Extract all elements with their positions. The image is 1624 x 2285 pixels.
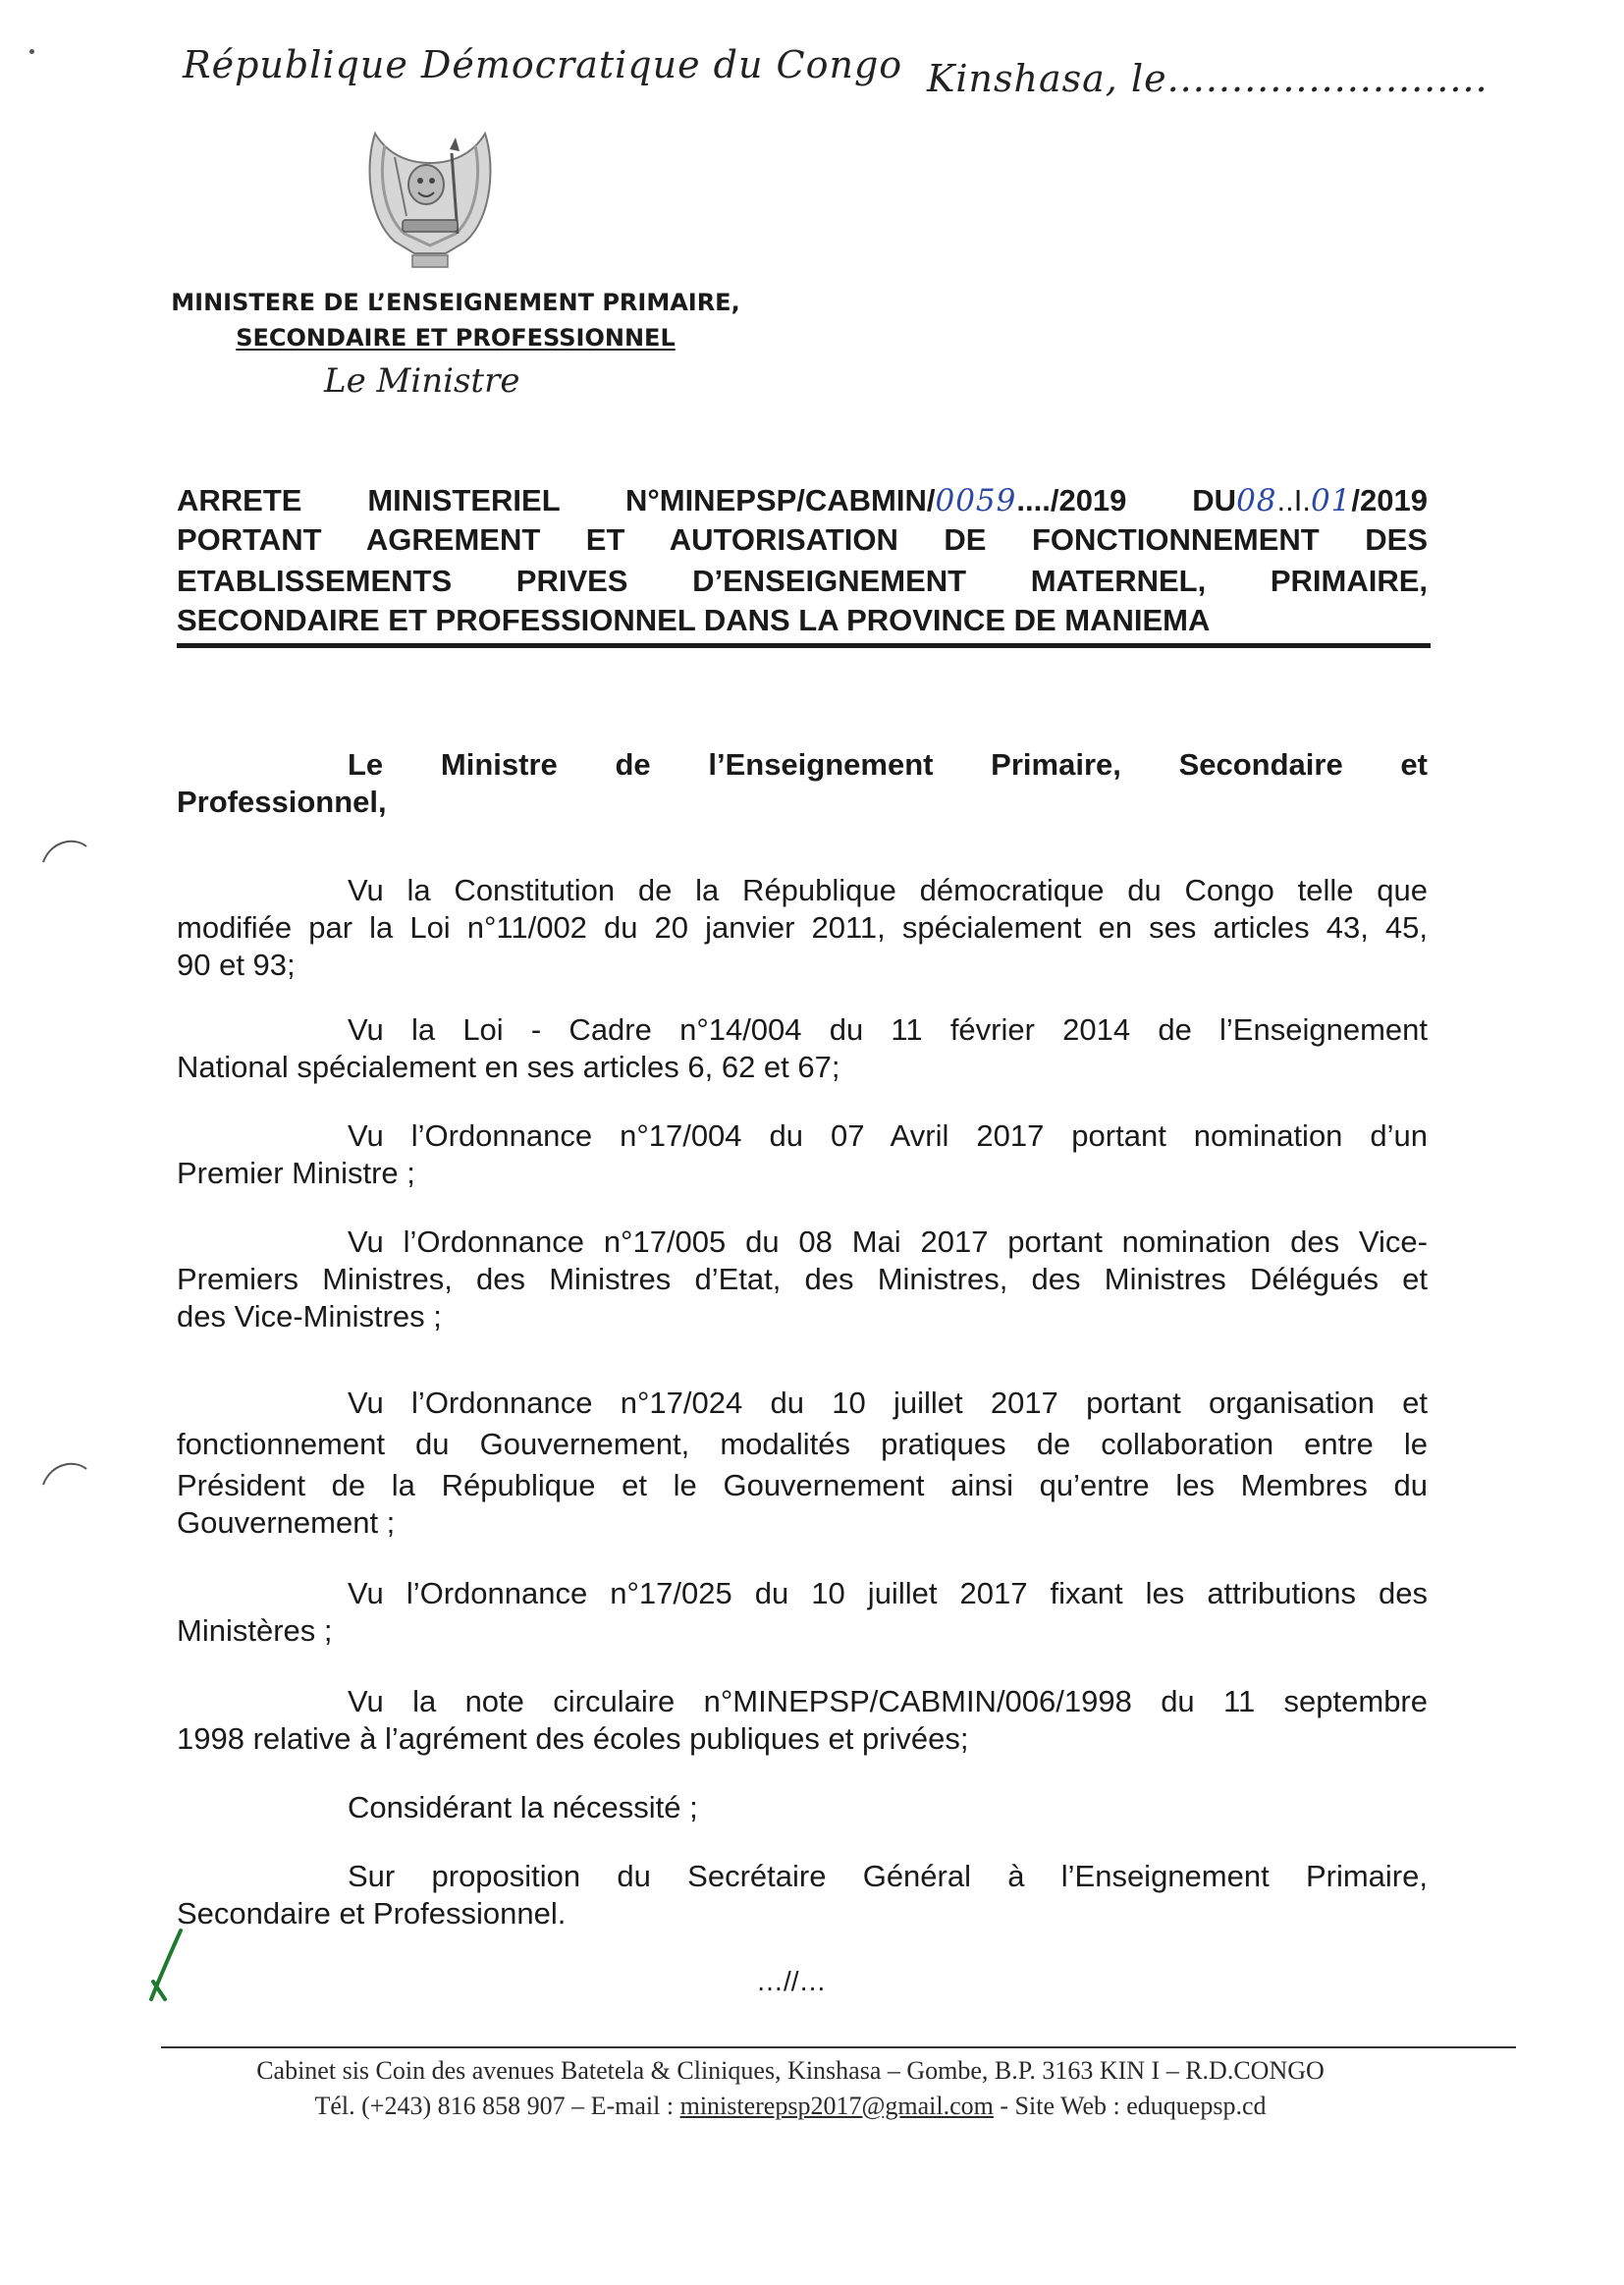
vu6-line1: Vu l’Ordonnance n°17/025 du 10 juillet 2017 fixant les attributions des <box>348 1576 1428 1610</box>
ministry-name-line1: MINISTERE DE L’ENSEIGNEMENT PRIMAIRE, <box>171 289 740 316</box>
decree-number-handwritten: 0059 <box>935 483 1017 518</box>
vu5-line1: Vu l’Ordonnance n°17/024 du 10 juillet 2017 portant organisation et <box>348 1386 1428 1420</box>
footer-website: - Site Web : eduquepsp.cd <box>993 2092 1267 2120</box>
decree-day-handwritten: 08 <box>1236 483 1277 518</box>
vu5-line3: Président de la République et le Gouvernement ainsi qu’entre les Membres du <box>177 1468 1428 1502</box>
page-continuation: …//… <box>756 1966 827 1996</box>
decree-title-line1 <box>177 483 1428 518</box>
vu1-line3: 90 et 93; <box>177 948 296 982</box>
footer-divider <box>161 2046 1516 2048</box>
vu7-line1: Vu la note circulaire n°MINEPSP/CABMIN/006/1998 du 11 septembre <box>348 1684 1428 1718</box>
decree-title-line3: ETABLISSEMENTS PRIVES D’ENSEIGNEMENT MATERNEL, PRIMAIRE, <box>177 564 1428 598</box>
vu3-line1: Vu l’Ordonnance n°17/004 du 07 Avril 2017 portant nomination d’un <box>348 1118 1428 1153</box>
footer-contact <box>157 2092 1424 2121</box>
coat-of-arms-icon <box>355 124 505 271</box>
footer-address: Cabinet sis Coin des avenues Batetela & Cliniques, Kinshasa – Gombe, B.P. 3163 KIN I – R.D.CONGO <box>256 2056 1325 2085</box>
ministry-name-line2 <box>0 324 911 352</box>
decree-month-handwritten: 01 <box>1310 483 1352 518</box>
vu6-line2: Ministères ; <box>177 1613 333 1648</box>
minister-heading: Le Ministre <box>324 361 520 401</box>
considerant-line: Considérant la nécessité ; <box>348 1790 698 1824</box>
decree-title-line2: PORTANT AGREMENT ET AUTORISATION DE FONCTIONNEMENT DES <box>177 522 1428 557</box>
opening-line1: Le Ministre de l’Enseignement Primaire, Secondaire et <box>348 747 1428 782</box>
place-date: Kinshasa, le......................... <box>927 57 1489 100</box>
footer-email-link[interactable]: ministerepsp2017@gmail.com <box>679 2092 994 2120</box>
vu3-line2: Premier Ministre ; <box>177 1156 415 1190</box>
decree-title-line4: SECONDAIRE ET PROFESSIONNEL DANS LA PROVINCE DE MANIEMA <box>177 603 1211 637</box>
vu2-line1: Vu la Loi - Cadre n°14/004 du 11 février 2014 de l’Enseignement <box>348 1012 1428 1047</box>
vu5-line2: fonctionnement du Gouvernement, modalités pratiques de collaboration entre le <box>177 1427 1428 1461</box>
decree-number-prefix: ARRETE MINISTERIEL N°MINEPSP/CABMIN/ <box>177 483 936 517</box>
checkmark-icon <box>143 1927 202 2005</box>
vu4-line1: Vu l’Ordonnance n°17/005 du 08 Mai 2017 portant nomination des Vice- <box>348 1224 1428 1259</box>
scan-speck <box>29 49 34 54</box>
vu2-line2: National spécialement en ses articles 6, 62 et 67; <box>177 1050 840 1084</box>
proposition-line1: Sur proposition du Secrétaire Général à l’Enseignement Primaire, <box>348 1859 1428 1893</box>
vu1-line1: Vu la Constitution de la République démocratique du Congo telle que <box>348 873 1428 907</box>
vu4-line3: des Vice-Ministres ; <box>177 1299 442 1333</box>
vu4-line2: Premiers Ministres, des Ministres d’Etat, des Ministres, des Ministres Délégués et <box>177 1262 1428 1296</box>
punch-hole-arc <box>39 833 90 868</box>
vu1-line2: modifiée par la Loi n°11/002 du 20 janvier 2011, spécialement en ses articles 43, 45, <box>177 910 1428 945</box>
punch-hole-arc <box>39 1455 90 1491</box>
decree-date-year: /2019 <box>1351 483 1428 517</box>
vu7-line2: 1998 relative à l’agrément des écoles publiques et privées; <box>177 1721 969 1756</box>
vu5-line4: Gouvernement ; <box>177 1505 396 1540</box>
country-heading: République Démocratique du Congo <box>183 43 903 86</box>
footer-tel: Tél. (+243) 816 858 907 – E-mail : <box>314 2092 680 2120</box>
title-divider <box>177 643 1431 648</box>
decree-year-du: ..../2019 DU <box>1016 483 1237 517</box>
proposition-line2: Secondaire et Professionnel. <box>177 1896 567 1931</box>
decree-date-separator: ..I. <box>1276 483 1311 517</box>
ministry-name-line2-text: SECONDAIRE ET PROFESSIONNEL <box>236 324 676 352</box>
opening-line2: Professionnel, <box>177 785 387 819</box>
